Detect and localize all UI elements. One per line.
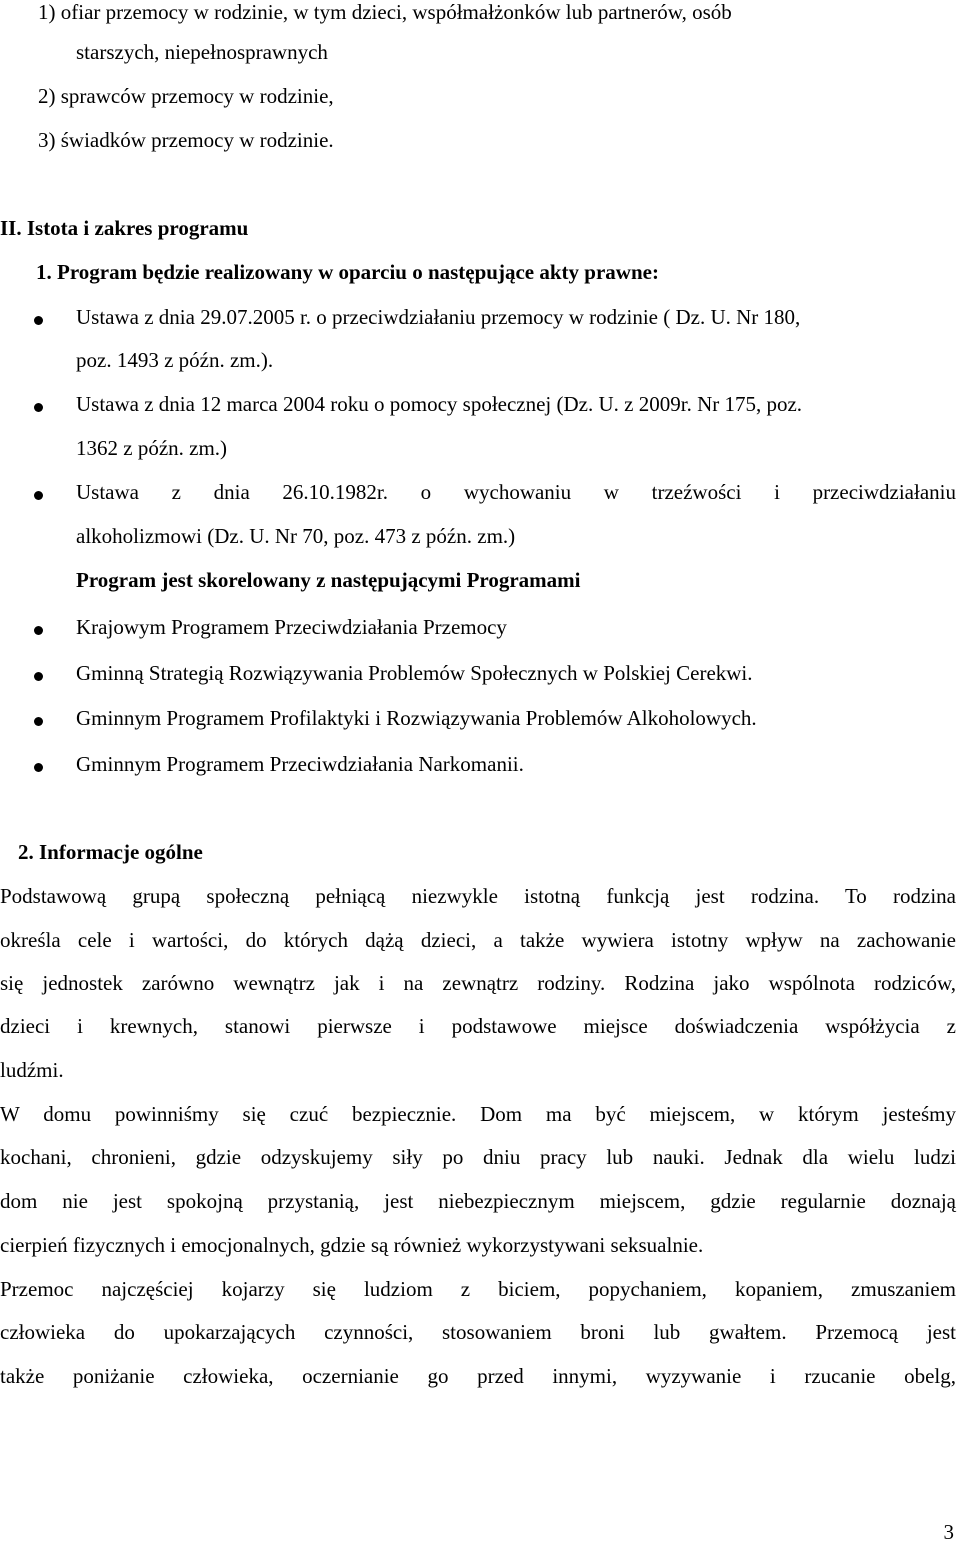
bullet-icon (34, 491, 43, 500)
correlated-heading: Program jest skorelowany z następującymi Programami (76, 568, 581, 592)
program-item: Krajowym Programem Przeciwdziałania Przemocy (76, 615, 507, 639)
bullet-icon (34, 626, 43, 635)
paragraph-line: dom nie jest spokojną przystanią, jest niebezpiecznym miejscem, gdzie regularnie doznają (0, 1189, 956, 1213)
bullet-icon (34, 316, 43, 325)
list-item-1-line1: 1) ofiar przemocy w rodzinie, w tym dzieci, współmałżonków lub partnerów, osób (38, 0, 732, 24)
bullet-icon (34, 403, 43, 412)
paragraph-line: dzieci i krewnych, stanowi pierwsze i podstawowe miejsce doświadczenia współżycia z (0, 1014, 956, 1038)
list-item-2: 2) sprawców przemocy w rodzinie, (38, 84, 334, 108)
section-heading-2: 2. Informacje ogólne (18, 840, 203, 864)
paragraph-line: się jednostek zarówno wewnątrz jak i na zewnątrz rodziny. Rodzina jako wspólnota rodziców, (0, 971, 956, 995)
law-2-line2: 1362 z późn. zm.) (76, 436, 228, 460)
program-item: Gminnym Programem Profilaktyki i Rozwiązywania Problemów Alkoholowych. (76, 706, 757, 730)
paragraph-line: ludźmi. (0, 1058, 64, 1082)
section-heading-ii: II. Istota i zakres programu (0, 216, 249, 240)
list-item-1-line2: starszych, niepełnosprawnych (76, 40, 328, 64)
paragraph-line: cierpień fizycznych i emocjonalnych, gdzie są również wykorzystywani seksualnie. (0, 1233, 704, 1257)
point-1-heading: 1. Program będzie realizowany w oparciu o następujące akty prawne: (36, 260, 659, 284)
law-2-line1: Ustawa z dnia 12 marca 2004 roku o pomocy społecznej (Dz. U. z 2009r. Nr 175, poz. (76, 392, 803, 416)
paragraph-line: określa cele i wartości, do których dążą dzieci, a także wywiera istotny wpływ na zachowanie (0, 928, 956, 952)
paragraph-line: także poniżanie człowieka, oczernianie go przed innymi, wyzywanie i rzucanie obelg, (0, 1364, 956, 1388)
law-1-line1: Ustawa z dnia 29.07.2005 r. o przeciwdziałaniu przemocy w rodzinie ( Dz. U. Nr 180, (76, 305, 801, 329)
law-3-line2: alkoholizmowi (Dz. U. Nr 70, poz. 473 z późn. zm.) (76, 524, 516, 548)
bullet-icon (34, 763, 43, 772)
law-1-line2: poz. 1493 z późn. zm.). (76, 348, 274, 372)
paragraph-line: człowieka do upokarzających czynności, stosowaniem broni lub gwałtem. Przemocą jest (0, 1320, 956, 1344)
paragraph-line: kochani, chronieni, gdzie odzyskujemy siły po dniu pracy lub nauki. Jednak dla wielu ludzi (0, 1145, 956, 1169)
list-item-3: 3) świadków przemocy w rodzinie. (38, 128, 334, 152)
paragraph-line: Przemoc najczęściej kojarzy się ludziom z biciem, popychaniem, kopaniem, zmuszaniem (0, 1277, 956, 1301)
program-item: Gminną Strategią Rozwiązywania Problemów Społecznych w Polskiej Cerekwi. (76, 661, 753, 685)
bullet-icon (34, 717, 43, 726)
law-3-line1: Ustawa z dnia 26.10.1982r. o wychowaniu w trzeźwości i przeciwdziałaniu (76, 480, 956, 504)
paragraph-line: W domu powinniśmy się czuć bezpiecznie. Dom ma być miejscem, w którym jesteśmy (0, 1102, 956, 1126)
page-number: 3 (943, 1520, 954, 1544)
bullet-icon (34, 672, 43, 681)
program-item: Gminnym Programem Przeciwdziałania Narkomanii. (76, 752, 524, 776)
paragraph-line: Podstawową grupą społeczną pełniącą niezwykle istotną funkcją jest rodzina. To rodzina (0, 884, 956, 908)
